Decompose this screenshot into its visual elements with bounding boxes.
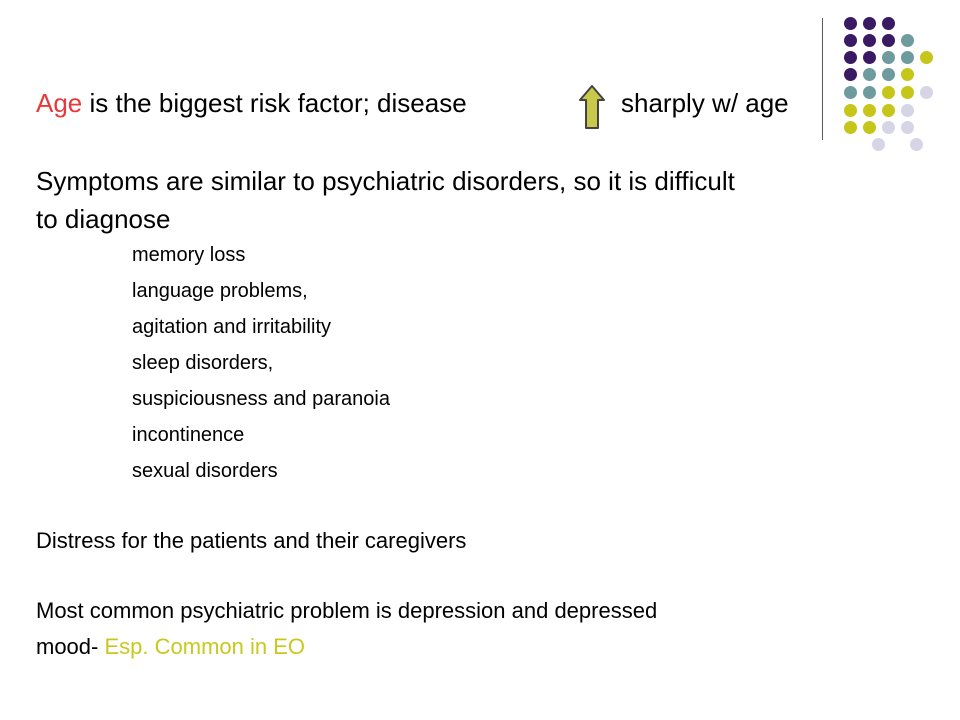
dot bbox=[920, 51, 933, 64]
dot bbox=[901, 104, 914, 117]
dot bbox=[844, 104, 857, 117]
up-arrow-icon bbox=[578, 84, 606, 130]
dot bbox=[882, 86, 895, 99]
symptom-item: suspiciousness and paranoia bbox=[132, 388, 390, 410]
dot bbox=[910, 138, 923, 151]
dot bbox=[863, 34, 876, 47]
symptom-item: language problems, bbox=[132, 280, 308, 302]
symptoms-intro-cont: to diagnose bbox=[36, 204, 171, 234]
dot bbox=[863, 104, 876, 117]
distress-line: Distress for the patients and their caregivers bbox=[36, 528, 467, 553]
symptom-item: memory loss bbox=[132, 244, 246, 266]
dot bbox=[844, 121, 857, 134]
dot bbox=[882, 51, 895, 64]
dot bbox=[882, 34, 895, 47]
dot bbox=[844, 51, 857, 64]
symptom-item: agitation and irritability bbox=[132, 316, 331, 338]
sharply-age-text: sharply w/ age bbox=[621, 88, 789, 118]
dot bbox=[863, 121, 876, 134]
symptom-item: sexual disorders bbox=[132, 460, 278, 482]
dot bbox=[882, 68, 895, 81]
dot bbox=[863, 68, 876, 81]
mood-text: mood- bbox=[36, 634, 105, 659]
dot bbox=[882, 17, 895, 30]
dot bbox=[863, 51, 876, 64]
depression-line-cont bbox=[36, 634, 305, 660]
dot bbox=[844, 34, 857, 47]
symptoms-intro-line: Symptoms are similar to psychiatric disorders, so it is difficult bbox=[36, 166, 735, 196]
symptom-item: sleep disorders, bbox=[132, 352, 274, 374]
eo-highlight: Esp. Common in EO bbox=[104, 634, 305, 659]
dot bbox=[863, 17, 876, 30]
risk-factor-text: is the biggest risk factor; disease bbox=[82, 88, 467, 118]
symptom-item: incontinence bbox=[132, 424, 245, 446]
age-highlight: Age bbox=[36, 88, 83, 118]
risk-factor-line bbox=[36, 88, 467, 119]
dot bbox=[901, 51, 914, 64]
dot bbox=[901, 34, 914, 47]
dot bbox=[901, 68, 914, 81]
dot bbox=[872, 138, 885, 151]
depression-line: Most common psychiatric problem is depression and depressed bbox=[36, 598, 658, 623]
dot bbox=[882, 104, 895, 117]
dot bbox=[920, 86, 933, 99]
dot bbox=[901, 86, 914, 99]
dot bbox=[901, 121, 914, 134]
dot bbox=[844, 86, 857, 99]
dot bbox=[863, 86, 876, 99]
dot bbox=[882, 121, 895, 134]
dot bbox=[844, 17, 857, 30]
dot bbox=[844, 68, 857, 81]
